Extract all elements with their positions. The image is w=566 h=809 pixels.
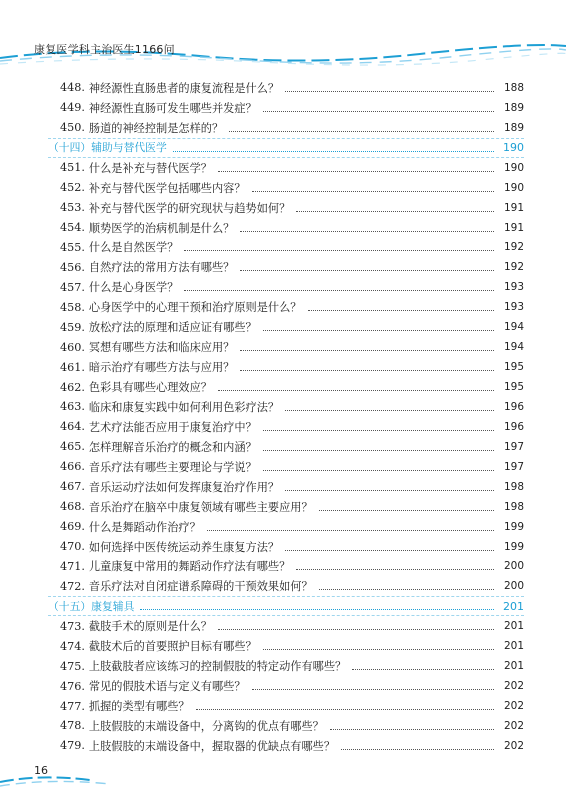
entry-page-number: 201 (503, 640, 524, 653)
section-title: （十五）康复辅具 (48, 599, 135, 613)
entry-page-number: 194 (503, 341, 524, 354)
entry-page-number: 191 (503, 221, 524, 234)
entry-title: 冥想有哪些方法和临床应用？ (88, 341, 235, 355)
entry-page-number: 197 (503, 440, 524, 453)
dot-leader (218, 628, 494, 630)
entry-page-number: 200 (503, 560, 524, 573)
table-of-contents (48, 78, 524, 756)
entry-number: 470. (60, 540, 85, 554)
dot-leader (240, 349, 494, 351)
toc-entry-row (48, 656, 524, 676)
entry-number: 474. (60, 639, 85, 653)
entry-title: 上肢假肢的末端设备中，握取器的优缺点有哪些？ (88, 739, 336, 753)
dot-leader (296, 568, 494, 570)
entry-title: 临床和康复实践中如何利用色彩疗法？ (88, 400, 280, 414)
entry-page-number: 191 (503, 201, 524, 214)
entry-title: 什么是补充与替代医学？ (88, 161, 212, 175)
entry-number: 457. (60, 280, 85, 294)
entry-number: 450. (60, 121, 85, 135)
entry-title: 常见的假肢术语与定义有哪些？ (88, 680, 246, 694)
dot-leader (285, 409, 494, 411)
entry-page-number: 190 (503, 161, 524, 174)
dot-leader (285, 549, 494, 551)
toc-entry-row (48, 477, 524, 497)
entry-title: 儿童康复中常用的舞蹈动作疗法有哪些？ (88, 560, 291, 574)
entry-page-number: 190 (503, 181, 524, 194)
entry-number: 469. (60, 520, 85, 534)
entry-number: 453. (60, 201, 85, 215)
entry-number: 464. (60, 420, 85, 434)
entry-title: 什么是舞蹈动作治疗？ (88, 520, 201, 534)
book-title: 康复医学科主治医生1166问 (34, 43, 175, 56)
dot-leader (196, 708, 494, 710)
toc-entry-row (48, 397, 524, 417)
entry-title: 上肢假肢的末端设备中，分离钩的优点有哪些？ (88, 719, 324, 733)
entry-title: 放松疗法的原理和适应证有哪些？ (88, 321, 257, 335)
entry-page-number: 198 (503, 500, 524, 513)
entry-title: 音乐疗法对自闭症谱系障碍的干预效果如何？ (88, 580, 313, 594)
toc-entry-row (48, 537, 524, 557)
footer-wave-decoration (0, 760, 566, 809)
toc-entry-row (48, 98, 524, 118)
entry-page-number: 201 (503, 620, 524, 633)
dot-leader (285, 90, 494, 92)
toc-entry-row (48, 676, 524, 696)
entry-title: 怎样理解音乐治疗的概念和内涵？ (88, 440, 257, 454)
entry-number: 466. (60, 460, 85, 474)
toc-entry-row (48, 118, 524, 138)
dot-leader (184, 249, 494, 251)
entry-title: 补充与替代医学包括哪些内容？ (88, 181, 246, 195)
dot-leader (240, 269, 494, 271)
toc-entry-row (48, 218, 524, 238)
entry-title: 什么是自然医学？ (88, 241, 179, 255)
entry-page-number: 201 (503, 599, 524, 613)
toc-entry-row (48, 616, 524, 636)
toc-entry-row (48, 557, 524, 577)
entry-title: 自然疗法的常用方法有哪些？ (88, 261, 235, 275)
entry-page-number: 190 (503, 141, 524, 155)
toc-entry-row (48, 636, 524, 656)
entry-title: 音乐疗法有哪些主要理论与学说？ (88, 460, 257, 474)
entry-page-number: 198 (503, 480, 524, 493)
entry-title: 如何选择中医传统运动养生康复方法？ (88, 540, 280, 554)
dot-leader (218, 170, 494, 172)
dot-leader (240, 369, 494, 371)
entry-page-number: 199 (503, 540, 524, 553)
dot-leader (341, 748, 494, 750)
toc-entry-row (48, 357, 524, 377)
entry-page-number: 192 (503, 261, 524, 274)
toc-entry-row (48, 158, 524, 178)
dot-leader (263, 469, 494, 471)
toc-entry-row (48, 497, 524, 517)
toc-entry-row (48, 178, 524, 198)
toc-entry-row (48, 716, 524, 736)
toc-entry-row (48, 238, 524, 258)
page-footer (0, 760, 566, 809)
entry-number: 478. (60, 719, 85, 733)
entry-number: 454. (60, 221, 85, 235)
dot-leader (263, 429, 494, 431)
entry-title: 顺势医学的治病机制是什么？ (88, 221, 235, 235)
entry-number: 460. (60, 340, 85, 354)
dot-leader (308, 309, 495, 311)
dot-leader (184, 289, 494, 291)
entry-number: 458. (60, 300, 85, 314)
entry-title: 截肢术后的首要照护目标有哪些？ (88, 640, 257, 654)
toc-entry-row (48, 696, 524, 716)
toc-entry-row (48, 437, 524, 457)
entry-number: 465. (60, 440, 85, 454)
entry-page-number: 202 (503, 739, 524, 752)
toc-entry-row (48, 277, 524, 297)
entry-title: 截肢手术的原则是什么？ (88, 620, 212, 634)
entry-title: 肠道的神经控制是怎样的？ (88, 121, 224, 135)
entry-number: 448. (60, 81, 85, 95)
entry-page-number: 200 (503, 580, 524, 593)
entry-number: 471. (60, 559, 85, 573)
dot-leader (218, 389, 494, 391)
entry-number: 456. (60, 260, 85, 274)
dot-leader (319, 588, 494, 590)
dot-leader (207, 529, 494, 531)
entry-number: 476. (60, 679, 85, 693)
entry-number: 475. (60, 659, 85, 673)
entry-number: 462. (60, 380, 85, 394)
entry-page-number: 202 (503, 680, 524, 693)
dot-leader (285, 489, 494, 491)
dot-leader (319, 509, 494, 511)
entry-title: 上肢截肢者应该练习的控制假肢的特定动作有哪些？ (88, 660, 347, 674)
toc-section-row (48, 138, 524, 158)
entry-number: 479. (60, 739, 85, 753)
toc-entry-row (48, 517, 524, 537)
toc-section-row (48, 596, 524, 616)
entry-number: 455. (60, 240, 85, 254)
entry-title: 音乐运动疗法如何发挥康复治疗作用？ (88, 480, 280, 494)
dot-leader (229, 130, 494, 132)
entry-page-number: 189 (503, 101, 524, 114)
entry-page-number: 189 (503, 121, 524, 134)
page-header (0, 0, 566, 70)
entry-page-number: 196 (503, 420, 524, 433)
entry-page-number: 195 (503, 381, 524, 394)
dot-leader (252, 688, 494, 690)
entry-number: 451. (60, 161, 85, 175)
entry-page-number: 202 (503, 719, 524, 732)
dot-leader (173, 150, 494, 152)
dot-leader (263, 110, 494, 112)
entry-page-number: 202 (503, 700, 524, 713)
dot-leader (352, 668, 494, 670)
toc-entry-row (48, 377, 524, 397)
entry-number: 459. (60, 320, 85, 334)
entry-title: 心身医学中的心理干预和治疗原则是什么？ (88, 301, 302, 315)
dot-leader (263, 648, 494, 650)
entry-title: 抓握的类型有哪些？ (88, 700, 190, 714)
entry-title: 补充与替代医学的研究现状与趋势如何？ (88, 201, 291, 215)
entry-page-number: 188 (503, 81, 524, 94)
dot-leader (252, 190, 494, 192)
entry-number: 452. (60, 181, 85, 195)
entry-page-number: 192 (503, 241, 524, 254)
entry-page-number: 201 (503, 660, 524, 673)
toc-entry-row (48, 417, 524, 437)
entry-number: 463. (60, 400, 85, 414)
entry-page-number: 199 (503, 520, 524, 533)
dot-leader (296, 210, 494, 212)
dot-leader (263, 329, 494, 331)
entry-number: 461. (60, 360, 85, 374)
entry-title: 暗示治疗有哪些方法与应用？ (88, 361, 235, 375)
entry-title: 什么是心身医学？ (88, 281, 179, 295)
dot-leader (140, 608, 494, 610)
toc-entry-row (48, 317, 524, 337)
entry-page-number: 197 (503, 460, 524, 473)
entry-number: 468. (60, 500, 85, 514)
header-wave-decoration (0, 0, 566, 70)
entry-title: 神经源性直肠可发生哪些并发症？ (88, 101, 257, 115)
toc-entry-row (48, 457, 524, 477)
entry-title: 神经源性直肠患者的康复流程是什么？ (88, 81, 280, 95)
toc-entry-row (48, 78, 524, 98)
page-number: 16 (34, 764, 48, 777)
entry-number: 477. (60, 699, 85, 713)
entry-number: 467. (60, 480, 85, 494)
entry-page-number: 194 (503, 321, 524, 334)
entry-title: 色彩具有哪些心理效应？ (88, 381, 212, 395)
toc-entry-row (48, 198, 524, 218)
toc-entry-row (48, 576, 524, 596)
entry-page-number: 196 (503, 400, 524, 413)
entry-title: 音乐治疗在脑卒中康复领域有哪些主要应用？ (88, 500, 313, 514)
dot-leader (330, 728, 494, 730)
entry-number: 449. (60, 101, 85, 115)
toc-entry-row (48, 297, 524, 317)
toc-entry-row (48, 337, 524, 357)
entry-number: 472. (60, 579, 85, 593)
entry-page-number: 193 (503, 301, 524, 314)
dot-leader (240, 230, 494, 232)
entry-page-number: 195 (503, 361, 524, 374)
entry-page-number: 193 (503, 281, 524, 294)
section-title: （十四）辅助与替代医学 (48, 141, 167, 155)
entry-number: 473. (60, 619, 85, 633)
entry-title: 艺术疗法能否应用于康复治疗中？ (88, 420, 257, 434)
toc-entry-row (48, 257, 524, 277)
toc-entry-row (48, 736, 524, 756)
dot-leader (263, 449, 494, 451)
